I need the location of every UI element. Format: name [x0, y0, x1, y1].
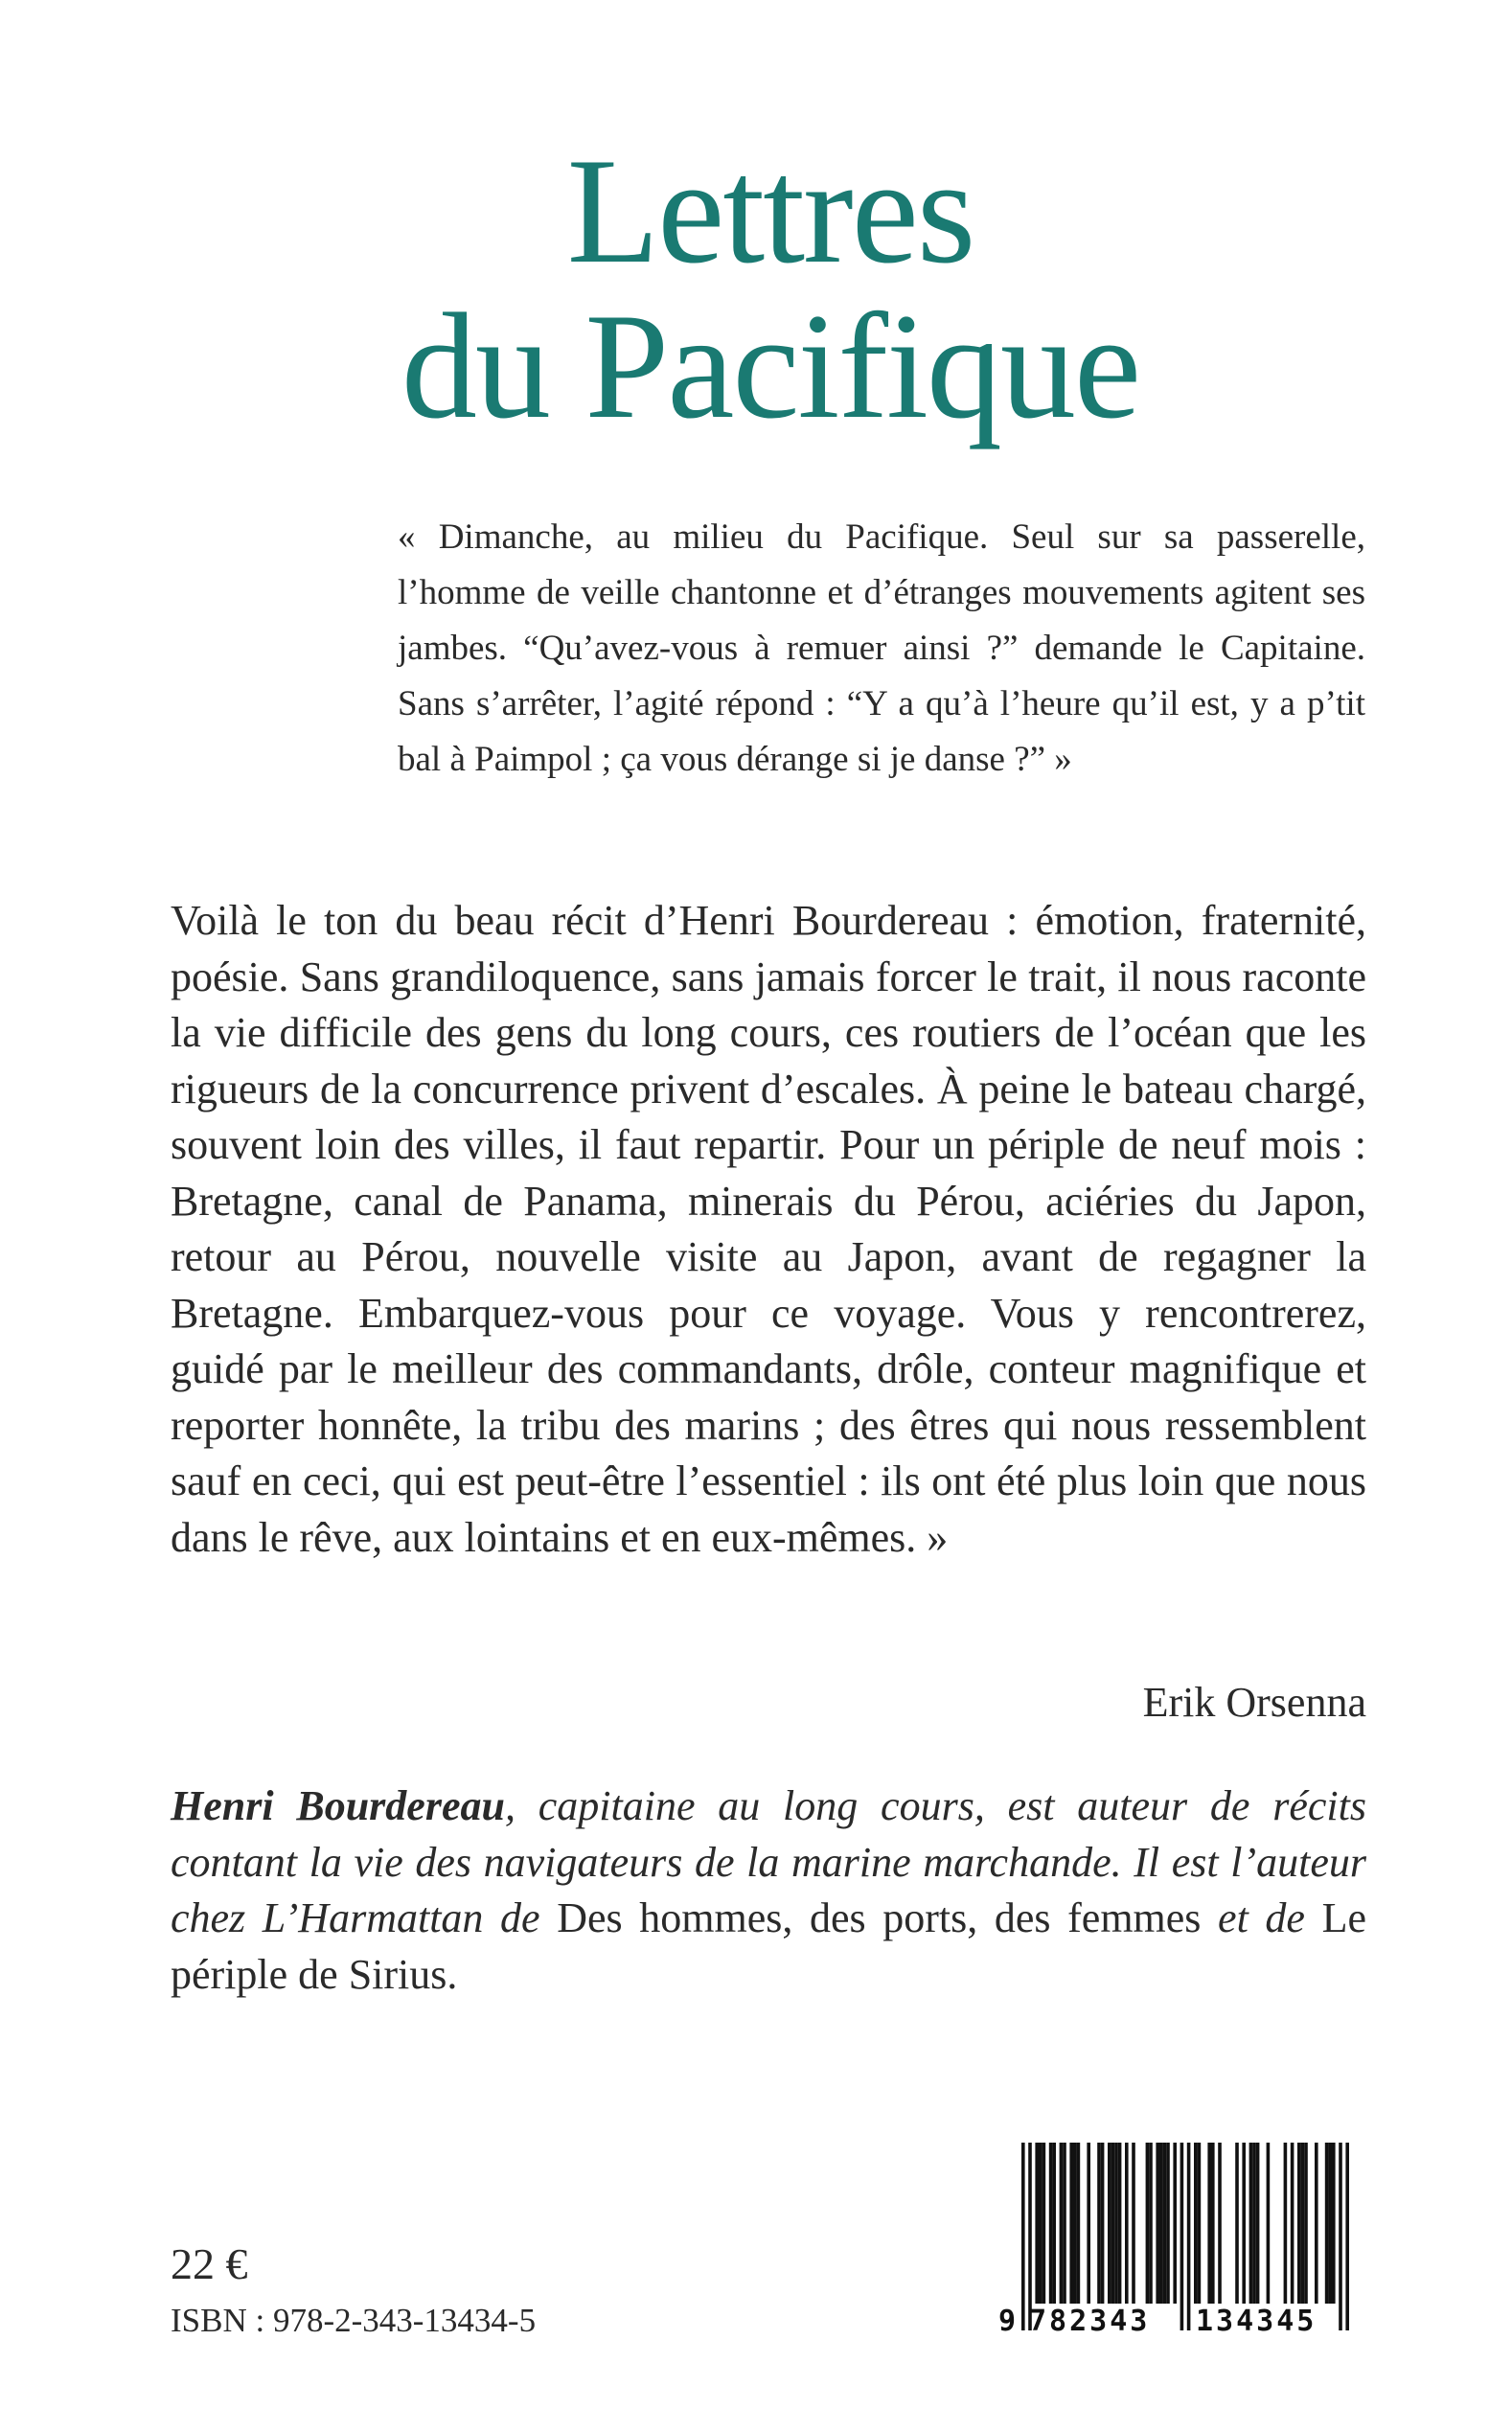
barcode-bar [1218, 2143, 1222, 2304]
review-text: Voilà le ton du beau récit d’Henri Bourdereau : émotion, fraternité, poésie. Sans grandiloquence, sans jamais forcer le trait, il nous raconte la vie difficile des gens du long cours, ces routiers de l’océan que les rigueurs de la concurrence privent d’escales. À peine le bateau chargé, souvent loin des villes, il faut repartir. Pour un périple de neuf mois : Bretagne, canal de Panama, minerais du Pérou, aciéries du Japon, retour au Pérou, nouvelle visite au Japon, avant de regagner la Bretagne. Embarquez-vous pour ce voyage. Vous y rencontrerez, guidé par le meilleur des commandants, drôle, conteur magnifique et reporter honnête, la tribu des marins ; des êtres qui nous ressemblent sauf en ceci, qui est peut-être l’essentiel : ils ont été plus loin que nous dans le rêve, aux lointains et en eux-mêmes. » [171, 897, 1366, 1561]
barcode-bar [1042, 2143, 1046, 2304]
barcode-bar [1149, 2143, 1153, 2304]
book-title [0, 127, 1512, 450]
isbn: ISBN : 978-2-343-13434-5 [171, 2302, 537, 2339]
barcode-bar [1252, 2143, 1256, 2304]
barcode-bar [1077, 2143, 1081, 2304]
barcode-bar [1173, 2143, 1177, 2304]
barcode-bar [1049, 2143, 1053, 2304]
barcode-bar [1111, 2143, 1115, 2304]
barcode-bar [1267, 2143, 1271, 2304]
barcode-bar [1211, 2143, 1215, 2304]
barcode-bar [1325, 2143, 1329, 2304]
author-bio [171, 1778, 1366, 2003]
barcode-bar [1021, 2143, 1025, 2330]
barcode-bar [1315, 2143, 1318, 2304]
bio-text-2: et de [1201, 1894, 1322, 1941]
barcode-bar [1242, 2143, 1246, 2304]
barcode-bar [1069, 2143, 1073, 2304]
barcode-digit-first: 9 [998, 2305, 1017, 2338]
review-signature: Erik Orsenna [1142, 1679, 1366, 1726]
barcode-bar [1187, 2143, 1191, 2330]
title-line-1: Lettres [566, 127, 974, 295]
barcode-bar [1328, 2143, 1332, 2304]
title-line-2: du Pacifique [401, 283, 1140, 450]
barcode-bar [1156, 2143, 1159, 2304]
barcode-bar [1297, 2143, 1301, 2304]
bio-book-2: Le périple de Sirius [171, 1894, 1366, 1998]
barcode-bar [1301, 2143, 1305, 2304]
barcode-bar [1087, 2143, 1090, 2304]
barcode-bar [1304, 2143, 1308, 2304]
barcode-bar [1132, 2143, 1135, 2304]
barcode-bar [1118, 2143, 1122, 2304]
barcode-bar [1146, 2143, 1150, 2304]
price: 22 € [171, 2239, 248, 2288]
barcode-bar [1108, 2143, 1111, 2304]
epigraph-quote: « Dimanche, au milieu du Pacifique. Seul sur sa passerelle, l’homme de veille chantonne et d’étranges mouvements agitent ses jambes. “Qu’avez-vous à remuer ainsi ?” demande le Capitaine. Sans s’arrêter, l’agité répond : “Y a qu’à l’heure qu’il est, y a p’tit bal à Paimpol ; ça vous dérange si je danse ?” » [398, 517, 1365, 779]
barcode-digits-right: 134345 [1196, 2305, 1317, 2338]
barcode-bar [1063, 2143, 1066, 2304]
barcode-bar [1114, 2143, 1118, 2304]
bio-text-1: , capitaine au long cours, est auteur de récits contant la vie des navigateurs de la marine marchande. Il est l’auteur chez L’Harmattan de [171, 1782, 1366, 1941]
barcode-bar [1052, 2143, 1056, 2304]
barcode-digits-left: 782343 [1029, 2305, 1151, 2338]
barcode-bar [1125, 2143, 1129, 2304]
barcode-bar [1060, 2143, 1064, 2304]
barcode-bar [1332, 2143, 1336, 2304]
barcode-bar [1249, 2143, 1253, 2304]
barcode-bar [1291, 2143, 1294, 2304]
bio-end: . [447, 1950, 458, 1998]
barcode-bar [1163, 2143, 1167, 2304]
barcode-bar [1194, 2143, 1198, 2304]
barcode-bar [1159, 2143, 1163, 2304]
barcode-bar [1073, 2143, 1077, 2304]
barcode-bar [1097, 2143, 1101, 2304]
barcode-bar [1028, 2143, 1032, 2330]
barcode-bar [1039, 2143, 1042, 2304]
barcode-bar [1180, 2143, 1184, 2330]
barcode-bar [1035, 2143, 1039, 2304]
barcode-bar [1284, 2143, 1288, 2304]
barcode-bar [1256, 2143, 1260, 2304]
barcode-bar [1235, 2143, 1239, 2304]
barcode-bar [1345, 2143, 1349, 2330]
barcode-bar [1207, 2143, 1211, 2304]
barcode-bar [1339, 2143, 1342, 2330]
barcode-bar [1198, 2143, 1202, 2304]
barcode-bar [1166, 2143, 1170, 2304]
bio-book-1: Des hommes, des ports, des femmes [557, 1894, 1202, 1941]
barcode [997, 2143, 1364, 2355]
author-name: Henri Bourdereau [171, 1782, 505, 1829]
barcode-bar [1101, 2143, 1105, 2304]
